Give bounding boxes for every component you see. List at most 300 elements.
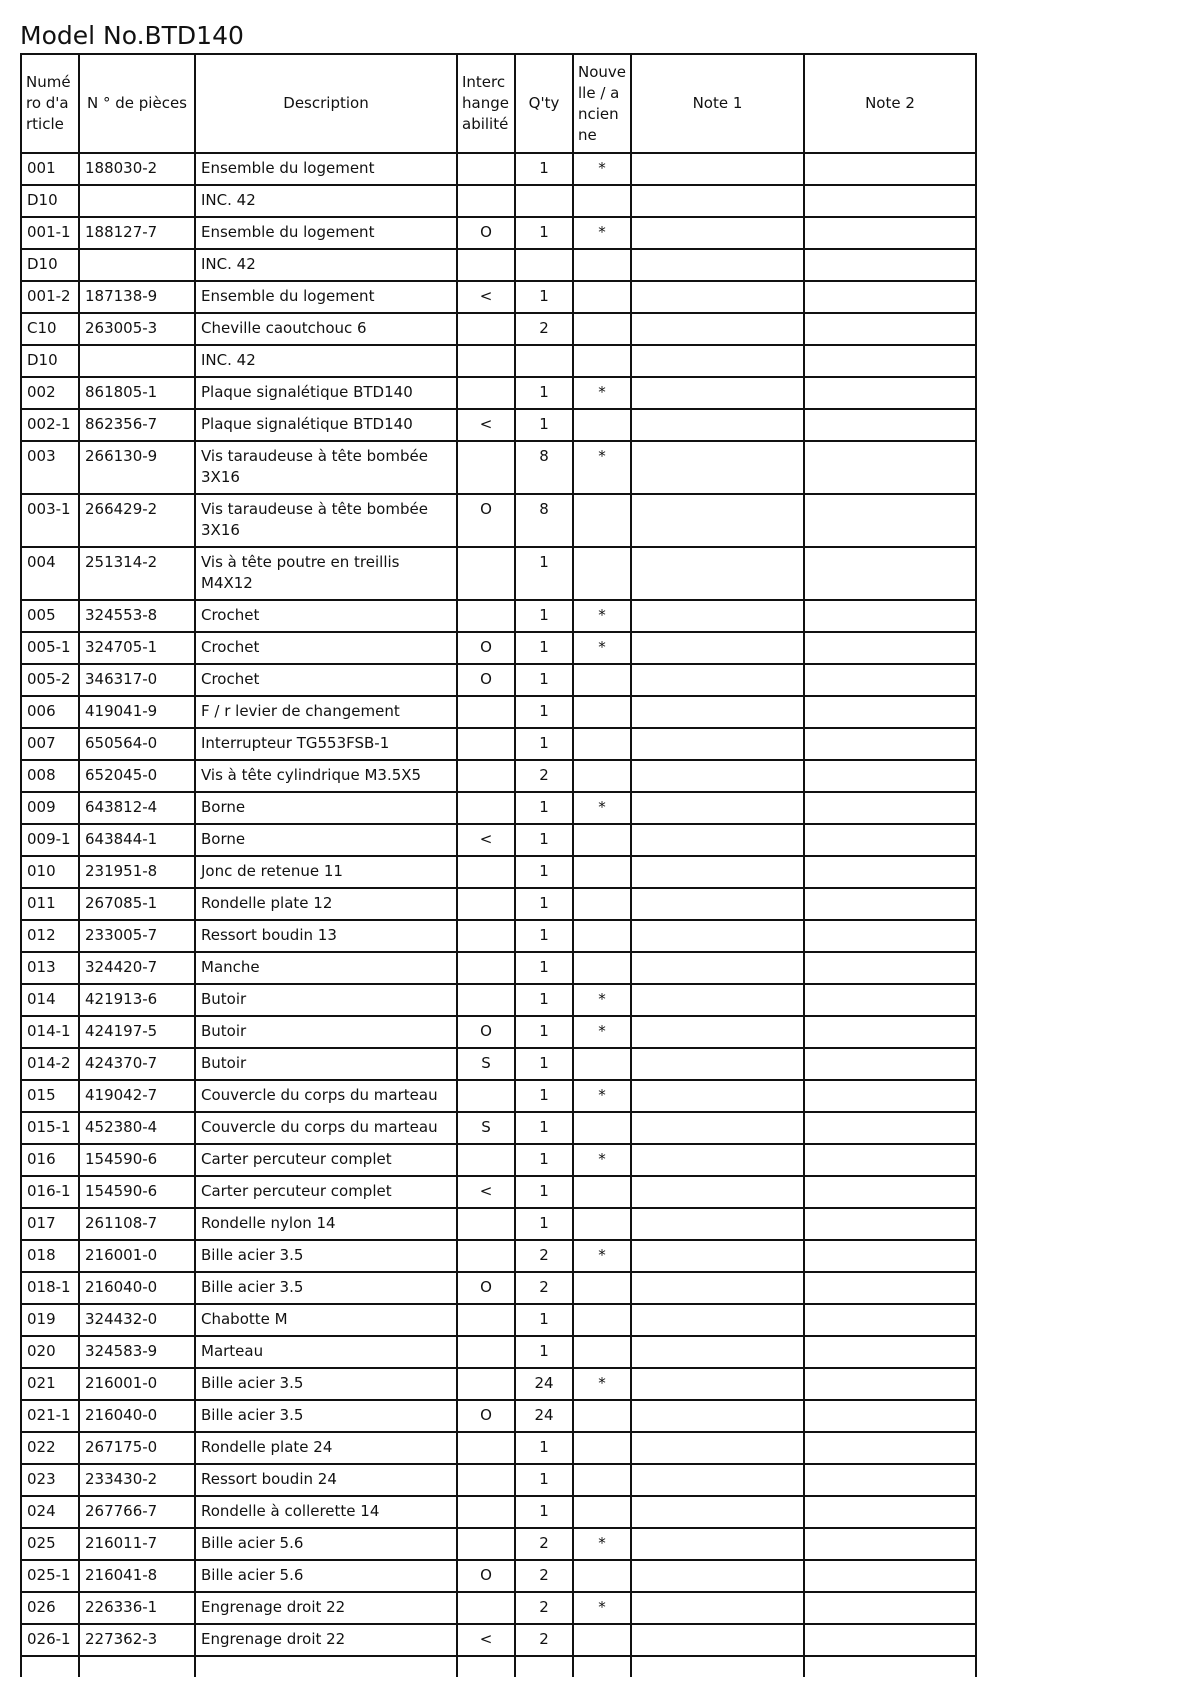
cell-item-number: 005-1 [21,632,79,664]
cell-note-1 [631,1464,804,1496]
cell-item-number: 014-2 [21,1048,79,1080]
cell-note-1 [631,217,804,249]
cell-description: Jonc de retenue 11 [195,856,457,888]
cell-note-2 [804,547,976,600]
header-part-number: N ° de pièces [79,54,195,153]
table-row [21,281,976,313]
cell-note-1 [631,1528,804,1560]
cell-quantity: 1 [515,1496,573,1528]
cell-note-1 [631,1304,804,1336]
cell-description: Bille acier 3.5 [195,1368,457,1400]
table-row [21,1624,976,1656]
cell-description: Vis à tête cylindrique M3.5X5 [195,760,457,792]
cell-note-2 [804,1144,976,1176]
cell-note-1 [631,696,804,728]
cell-interchangeability [457,984,515,1016]
cell-description: Ensemble du logement [195,153,457,185]
cell-interchangeability [457,345,515,377]
cell-part-number: 188030-2 [79,153,195,185]
cell-note-2 [804,345,976,377]
cell-interchangeability: O [457,1016,515,1048]
cell-interchangeability: O [457,217,515,249]
cell-description: Plaque signalétique BTD140 [195,409,457,441]
table-row [21,441,976,494]
cell-new-old [573,856,631,888]
cell-item-number: 005 [21,600,79,632]
cell-part-number: 267175-0 [79,1432,195,1464]
cell-note-2 [804,1208,976,1240]
cell-note-2 [804,696,976,728]
table-row [21,1272,976,1304]
cell-note-2 [804,920,976,952]
cell-interchangeability [457,1592,515,1624]
table-row [21,1560,976,1592]
cell-quantity: 2 [515,1272,573,1304]
table-row [21,1400,976,1432]
cell-item-number: 007 [21,728,79,760]
cell-part-number: 324432-0 [79,1304,195,1336]
cell-item-number: 003 [21,441,79,494]
cell-note-1 [631,600,804,632]
cell-note-2 [804,1464,976,1496]
cell-quantity: 1 [515,409,573,441]
cell-note-1 [631,952,804,984]
cell-item-number: 018 [21,1240,79,1272]
cell-quantity: 1 [515,1080,573,1112]
header-note-2: Note 2 [804,54,976,153]
table-row [21,696,976,728]
header-description: Description [195,54,457,153]
cell-quantity: 1 [515,1336,573,1368]
cell-interchangeability [457,1336,515,1368]
cell-quantity: 1 [515,600,573,632]
cell-new-old [573,1304,631,1336]
table-row [21,760,976,792]
cell-quantity: 2 [515,1560,573,1592]
cell-note-2 [804,313,976,345]
cell-new-old: * [573,600,631,632]
cell-interchangeability [457,1432,515,1464]
cell-part-number: 216040-0 [79,1400,195,1432]
cell-note-2 [804,1624,976,1656]
cell-part-number: 643844-1 [79,824,195,856]
cell-note-2 [804,1560,976,1592]
cell-new-old: * [573,1592,631,1624]
cell-item-number: 002 [21,377,79,409]
cell-description: Couvercle du corps du marteau [195,1080,457,1112]
cell-item-number: 003-1 [21,494,79,547]
cell-part-number: 231951-8 [79,856,195,888]
cell-interchangeability: < [457,824,515,856]
cell-quantity: 1 [515,1016,573,1048]
cell-new-old: * [573,441,631,494]
header-note-1: Note 1 [631,54,804,153]
table-row [21,888,976,920]
table-row [21,1432,976,1464]
cell-quantity: 1 [515,1144,573,1176]
cell-note-2 [804,600,976,632]
cell-interchangeability [457,547,515,600]
cell-part-number: 251314-2 [79,547,195,600]
table-row [21,153,976,185]
cell-item-number: 004 [21,547,79,600]
cell-new-old [573,760,631,792]
cell-note-2 [804,792,976,824]
cell-part-number: 154590-6 [79,1144,195,1176]
cell-new-old [573,185,631,217]
cell-quantity: 1 [515,217,573,249]
cell-quantity: 1 [515,984,573,1016]
cell-item-number: 005-2 [21,664,79,696]
cell-interchangeability [457,249,515,281]
cell-note-2 [804,281,976,313]
cell-note-1 [631,1496,804,1528]
cell-new-old: * [573,984,631,1016]
cell-note-1 [631,1336,804,1368]
cell-quantity: 24 [515,1400,573,1432]
cell-description: Bille acier 5.6 [195,1528,457,1560]
table-row [21,1112,976,1144]
cell-note-1 [631,441,804,494]
cell-new-old [573,1336,631,1368]
table-row [21,1208,976,1240]
cell-new-old [573,1432,631,1464]
cell-note-2 [804,1496,976,1528]
table-row [21,217,976,249]
cell-note-2 [804,153,976,185]
cell-item-number: 021-1 [21,1400,79,1432]
cell-item-number: 013 [21,952,79,984]
cell-note-1 [631,1272,804,1304]
cell-quantity [515,345,573,377]
cell-item-number: 023 [21,1464,79,1496]
cell-note-1 [631,1560,804,1592]
table-row [21,824,976,856]
cell-part-number: 643812-4 [79,792,195,824]
cell-description: Borne [195,824,457,856]
cell-quantity: 1 [515,377,573,409]
cell-part-number: 324553-8 [79,600,195,632]
cell-part-number: 324705-1 [79,632,195,664]
cell-item-number: 020 [21,1336,79,1368]
cell-part-number: 226336-1 [79,1592,195,1624]
header-interchangeability: Interchangeabilité [457,54,515,153]
cell-part-number: 188127-7 [79,217,195,249]
cell-interchangeability [457,952,515,984]
cell-interchangeability [457,1528,515,1560]
cell-interchangeability: < [457,409,515,441]
cell-interchangeability: < [457,1176,515,1208]
cell-note-1 [631,1080,804,1112]
cell-interchangeability [457,696,515,728]
cell-item-number: 001-1 [21,217,79,249]
cell-new-old [573,664,631,696]
cell-part-number: 227362-3 [79,1624,195,1656]
cell-note-2 [804,1432,976,1464]
table-row [21,792,976,824]
cell-interchangeability: O [457,1272,515,1304]
cell-note-2 [804,728,976,760]
cell-description: Couvercle du corps du marteau [195,1112,457,1144]
cell-quantity: 1 [515,1208,573,1240]
cell-description: Borne [195,792,457,824]
cell-interchangeability [457,377,515,409]
cell-note-2 [804,185,976,217]
cell-note-1 [631,249,804,281]
cell-interchangeability: O [457,494,515,547]
cell-item-number: 012 [21,920,79,952]
cell-item-number: 006 [21,696,79,728]
cell-part-number: 263005-3 [79,313,195,345]
cell-description: Ressort boudin 24 [195,1464,457,1496]
cell-new-old: * [573,1080,631,1112]
cell-note-1 [631,1432,804,1464]
cell-quantity: 1 [515,888,573,920]
cell-item-number: C10 [21,313,79,345]
cell-description: Vis taraudeuse à tête bombée 3X16 [195,494,457,547]
table-row [21,249,976,281]
cell-note-1 [631,792,804,824]
cell-description: Interrupteur TG553FSB-1 [195,728,457,760]
cell-item-number: 016-1 [21,1176,79,1208]
cell-description: Bille acier 5.6 [195,1560,457,1592]
cell-interchangeability [457,185,515,217]
cell-part-number: 419042-7 [79,1080,195,1112]
cell-item-number: 017 [21,1208,79,1240]
cell-note-1 [631,547,804,600]
cell-item-number: D10 [21,185,79,217]
cell-new-old: * [573,1240,631,1272]
cell-new-old [573,920,631,952]
table-row [21,600,976,632]
cell-note-1 [631,185,804,217]
cell-quantity: 1 [515,153,573,185]
cell-quantity: 2 [515,760,573,792]
cell-description: Rondelle plate 24 [195,1432,457,1464]
cell-quantity: 1 [515,856,573,888]
cell-quantity: 1 [515,1304,573,1336]
cell-note-2 [804,1336,976,1368]
cell-new-old [573,1176,631,1208]
cell-note-1 [631,377,804,409]
cell-note-1 [631,281,804,313]
cell-new-old [573,696,631,728]
cell-description: Plaque signalétique BTD140 [195,377,457,409]
cell-quantity: 2 [515,313,573,345]
cell-interchangeability: O [457,1560,515,1592]
cell-item-number: 009 [21,792,79,824]
cell-quantity: 1 [515,952,573,984]
cell-item-number: 002-1 [21,409,79,441]
header-item-number: Numéro d'article [21,54,79,153]
cell-item-number: 022 [21,1432,79,1464]
cell-note-1 [631,1592,804,1624]
cell-item-number: 026 [21,1592,79,1624]
cell-quantity: 1 [515,824,573,856]
table-row [21,1528,976,1560]
cell-note-2 [804,824,976,856]
cell-new-old [573,1048,631,1080]
cell-new-old [573,1560,631,1592]
empty-cell [804,1656,976,1677]
cell-note-2 [804,1112,976,1144]
table-row [21,377,976,409]
cell-part-number: 346317-0 [79,664,195,696]
cell-note-2 [804,1368,976,1400]
parts-table [20,53,977,1677]
cell-quantity [515,249,573,281]
empty-cell [573,1656,631,1677]
cell-description: Butoir [195,984,457,1016]
cell-description: Carter percuteur complet [195,1144,457,1176]
table-row [21,664,976,696]
cell-part-number: 187138-9 [79,281,195,313]
cell-new-old [573,313,631,345]
empty-cell [457,1656,515,1677]
cell-interchangeability [457,313,515,345]
cell-new-old [573,1624,631,1656]
cell-interchangeability [457,1144,515,1176]
cell-item-number: 021 [21,1368,79,1400]
cell-quantity: 1 [515,1464,573,1496]
table-row-partial [21,1656,976,1677]
cell-note-1 [631,632,804,664]
cell-description: Cheville caoutchouc 6 [195,313,457,345]
table-row [21,345,976,377]
cell-quantity: 1 [515,920,573,952]
table-row [21,1176,976,1208]
cell-item-number: 026-1 [21,1624,79,1656]
cell-part-number: 424197-5 [79,1016,195,1048]
cell-new-old: * [573,1016,631,1048]
cell-interchangeability: S [457,1112,515,1144]
cell-note-2 [804,984,976,1016]
cell-description: Vis taraudeuse à tête bombée 3X16 [195,441,457,494]
cell-interchangeability: O [457,632,515,664]
cell-note-1 [631,345,804,377]
cell-part-number: 324420-7 [79,952,195,984]
cell-part-number [79,345,195,377]
cell-description: Rondelle plate 12 [195,888,457,920]
cell-description: Crochet [195,664,457,696]
cell-quantity: 1 [515,1112,573,1144]
cell-item-number: 019 [21,1304,79,1336]
cell-description: Ensemble du logement [195,281,457,313]
cell-item-number: 011 [21,888,79,920]
cell-note-1 [631,1048,804,1080]
cell-description: Marteau [195,1336,457,1368]
cell-description: Bille acier 3.5 [195,1240,457,1272]
cell-new-old: * [573,1144,631,1176]
cell-note-2 [804,1592,976,1624]
cell-note-1 [631,728,804,760]
cell-new-old [573,249,631,281]
table-row [21,856,976,888]
cell-interchangeability [457,441,515,494]
table-row [21,1016,976,1048]
cell-quantity: 1 [515,632,573,664]
table-row [21,547,976,600]
cell-note-2 [804,377,976,409]
cell-part-number: 216001-0 [79,1368,195,1400]
cell-note-1 [631,888,804,920]
table-row [21,984,976,1016]
cell-item-number: 024 [21,1496,79,1528]
cell-part-number: 233430-2 [79,1464,195,1496]
cell-part-number: 216011-7 [79,1528,195,1560]
cell-quantity: 1 [515,1432,573,1464]
cell-interchangeability [457,1496,515,1528]
cell-part-number: 216001-0 [79,1240,195,1272]
cell-new-old [573,824,631,856]
cell-description: Butoir [195,1048,457,1080]
cell-description: Bille acier 3.5 [195,1272,457,1304]
header-quantity: Q'ty [515,54,573,153]
cell-quantity: 1 [515,1048,573,1080]
cell-part-number: 154590-6 [79,1176,195,1208]
cell-description: F / r levier de changement [195,696,457,728]
cell-note-2 [804,217,976,249]
table-row [21,920,976,952]
cell-part-number: 324583-9 [79,1336,195,1368]
cell-quantity: 2 [515,1528,573,1560]
empty-cell [195,1656,457,1677]
cell-part-number [79,249,195,281]
table-row [21,1304,976,1336]
cell-interchangeability: < [457,1624,515,1656]
cell-note-2 [804,1304,976,1336]
cell-quantity: 2 [515,1240,573,1272]
cell-quantity: 2 [515,1624,573,1656]
cell-item-number: 016 [21,1144,79,1176]
cell-description: Engrenage droit 22 [195,1592,457,1624]
cell-interchangeability [457,1240,515,1272]
cell-new-old [573,1400,631,1432]
cell-description: Rondelle nylon 14 [195,1208,457,1240]
cell-note-1 [631,1624,804,1656]
cell-new-old: * [573,632,631,664]
cell-note-2 [804,249,976,281]
cell-part-number: 266429-2 [79,494,195,547]
cell-note-2 [804,1240,976,1272]
cell-new-old: * [573,1528,631,1560]
cell-quantity [515,185,573,217]
cell-note-2 [804,664,976,696]
cell-interchangeability [457,792,515,824]
cell-interchangeability [457,856,515,888]
cell-quantity: 2 [515,1592,573,1624]
empty-cell [631,1656,804,1677]
cell-description: Chabotte M [195,1304,457,1336]
cell-note-1 [631,760,804,792]
cell-note-2 [804,1176,976,1208]
cell-new-old: * [573,792,631,824]
cell-item-number: 010 [21,856,79,888]
cell-quantity: 1 [515,1176,573,1208]
cell-item-number: 009-1 [21,824,79,856]
cell-item-number: 008 [21,760,79,792]
table-row [21,952,976,984]
cell-item-number: 025 [21,1528,79,1560]
cell-note-2 [804,1528,976,1560]
cell-description: Carter percuteur complet [195,1176,457,1208]
cell-interchangeability [457,1464,515,1496]
cell-quantity: 1 [515,281,573,313]
cell-note-2 [804,1400,976,1432]
cell-note-1 [631,153,804,185]
cell-note-1 [631,984,804,1016]
cell-note-2 [804,1016,976,1048]
